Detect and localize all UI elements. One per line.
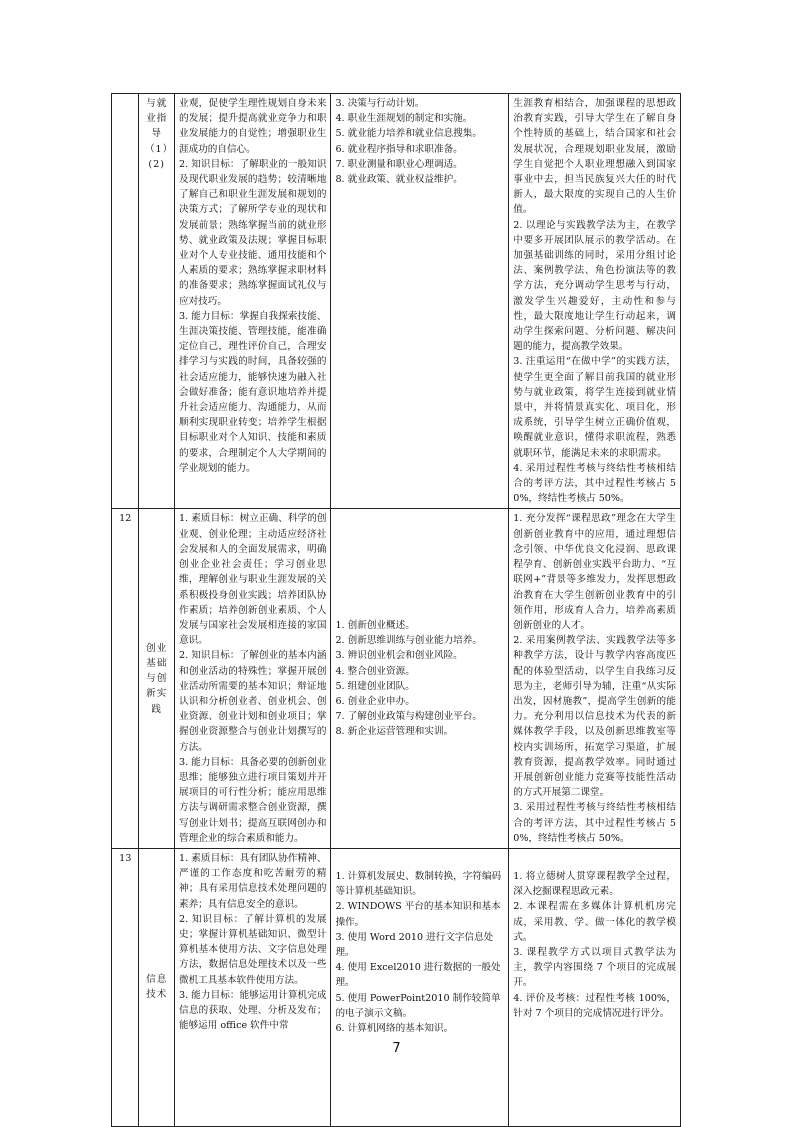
course-objectives — [174, 94, 330, 509]
content-item: 6. 就业程序指导和求职准备。 — [335, 143, 463, 155]
objective-line: 3. 能力目标：具备必要的创新创业思维；能够独立进行项目策划并开展项目的可行性分析；能应用思维方法与调研需求整合创业资源，撰写创业计划书；提高互联网创办和管理企业的综合素质和能力。 — [178, 756, 327, 844]
content-item: 3. 辨识创业机会和创业风险。 — [335, 650, 463, 662]
course-content — [331, 94, 509, 509]
objective-line: 业观，促使学生理性规划自身未来的发展；提升提高就业竞争力和职业发展能力的自觉性；增强职业生涯成功的自信心。 — [178, 98, 327, 155]
table-row — [112, 848, 681, 1126]
objective-line: 1. 素质目标：树立正确、科学的创业观、创业伦理；主动适应经济社会发展和人的全面发展需求，明确创业企业社会责任；学习创业思维，理解创业与职业生涯发展的关系积极投身创业实践；培养团队协作素质；培养创新创业素质、个人发展与国家社会发展相连接的家国意识。 — [178, 513, 327, 647]
method-line: 3. 采用过程性考核与终结性考核相结合的考评方法，其中过程性考核占 50%，终结性考核占 50%。 — [513, 802, 676, 844]
course-content — [331, 509, 509, 848]
content-item: 4. 职业生涯规划的制定和实施。 — [335, 113, 473, 125]
method-line: 1. 充分发挥“课程思政”理念在大学生创新创业教育中的应用，通过理想信念引领、中华优良文化浸润、思政课程孕育、创新创业实践平台助力、“互联网+”背景等多维发力，发挥思想政治教育在大学生创新创业教育中的引领作用，形成育人合力，培养高素质创新创业的人才。 — [513, 513, 676, 631]
page-number: 7 — [392, 1041, 401, 1056]
content-item: 5. 就业能力培养和就业信息搜集。 — [335, 128, 482, 140]
teaching-methods — [509, 509, 681, 848]
method-line: 2. 本课程需在多媒体计算机机房完成，采用教、学、做一体化的教学模式。 — [513, 901, 676, 943]
objective-line: 3. 能力目标：掌握自我探索技能、生涯决策技能、管理技能，能准确定位自己，理性评价自己，合理安排学习与实践的时间，具备较强的社会适应能力，能够快速为融入社会做好准备；能有意识地培养并提升社会适应能力、沟通能力，从而顺利实现职业转变；培养学生根据目标职业对个人知识、技能和素质的要求，合理制定个人大学期间的学业规划的能力。 — [178, 310, 327, 474]
method-line: 3. 注重运用“在做中学”的实践方法，使学生更全面了解目前我国的就业形势与就业政策，将学生连接到就业情景中，并将情景真实化、项目化，形成系统，引导学生树立正确价值观，唤醒就业意识，懂得求职流程，熟悉就职环节，能满足未来的求职需求。 — [513, 356, 676, 459]
content-item: 1. 创新创业概述。 — [335, 619, 415, 631]
content-item: 8. 就业政策、就业权益维护。 — [335, 174, 463, 186]
content-item: 2. 创新思维训练与创业能力培养。 — [335, 635, 482, 647]
method-line: 生涯教育相结合，加强课程的思想政治教育实践，引导大学生在了解自身个性特质的基础上，结合国家和社会发展状况，合理规划职业发展，激励学生自觉把个人职业理想融入到国家事业中去，担当民族复兴大任的时代新人，最大限度的实现自己的人生价值。 — [513, 98, 676, 216]
objective-line: 2. 知识目标：了解计算机的发展史；掌握计算机基础知识、微型计算机基本使用方法、文字信息处理方法，数据信息处理技术以及一些微机工具基本软件使用方法。 — [178, 913, 327, 986]
method-line: 4. 采用过程性考核与终结性考核相结合的考评方法，其中过程性考核占 50%，终结性考核占 50%。 — [513, 462, 676, 505]
row-number — [112, 94, 139, 509]
teaching-methods — [509, 94, 681, 509]
method-line: 1. 将立德树人贯穿课程教学全过程，深入挖掘课程思政元素。 — [513, 870, 676, 898]
objective-line: 1. 素质目标：具有团队协作精神、严谨的工作态度和吃苦耐劳的精神；具有采用信息技术处理问题的素养；具有信息安全的意识。 — [178, 852, 327, 910]
content-item: 6. 创业企业申办。 — [335, 695, 415, 707]
content-item: 5. 组建创业团队。 — [335, 680, 415, 692]
method-line: 2. 以理论与实践教学法为主，在教学中要多开展团队展示的教学活动。在加强基础训练的同时，采用分组讨论法、案例教学法、角色扮演法等的教学方法，充分调动学生思考与行动，激发学生兴趣爱好，主动性和参与性，最大限度地让学生行动起来，调动学生探索问题、分析问题、解决问题的能力，提高教学效果。 — [513, 219, 676, 353]
course-name: 与就业指导（1）(2) — [139, 94, 175, 509]
content-item: 3. 使用 Word 2010 进行文字信息处理。 — [335, 931, 494, 958]
course-objectives — [174, 848, 330, 1126]
row-number: 12 — [112, 509, 139, 848]
course-table — [111, 93, 681, 1127]
objective-line: 2. 知识目标：了解创业的基本内涵和创业活动的特殊性；掌握开展创业活动所需要的基本知识；辩证地认识和分析创业者、创业机会、创业资源、创业计划和创业项目；掌握创业资源整合与创业计划撰写的方法。 — [178, 650, 327, 753]
table-row — [112, 509, 681, 848]
content-item: 2. WINDOWS 平台的基本知识和基本操作。 — [335, 901, 501, 928]
content-item: 6. 计算机网络的基本知识。 — [335, 1022, 454, 1034]
method-line: 2. 采用案例教学法、实践教学法等多种教学方法，设计与教学内容高度匹配的体验型活动，以学生自我练习反思为主，老师引导为辅，注重“从实际出发，因材施教”，提高学生创新的能力。充分利用以信息技术为代表的新媒体教学手段，以及创新思维教室等校内实训场所，拓宽学习渠道，扩展教育资源，提高教学效率。同时通过开展创新创业能力竞赛等技能性活动的方式开展第二课堂。 — [513, 635, 676, 799]
content-item: 4. 使用 Excel2010 进行数据的一般处理。 — [335, 962, 501, 989]
teaching-methods — [509, 848, 681, 1126]
content-item: 5. 使用 PowerPoint2010 制作较简单的电子演示文稿。 — [335, 992, 501, 1019]
course-name: 创业基础与创新实践 — [139, 509, 175, 848]
table-row — [112, 94, 681, 509]
content-item: 7. 了解创业政策与构建创业平台。 — [335, 711, 482, 723]
row-number: 13 — [112, 848, 139, 1126]
content-item: 1. 计算机发展史、数制转换，字符编码等计算机基础知识。 — [335, 870, 502, 898]
objective-line: 3. 能力目标：能够运用计算机完成信息的获取、处理、分析及发布；能够运用 office 软件中常 — [178, 989, 327, 1032]
objective-line: 2. 知识目标：了解职业的一般知识及现代职业发展的趋势；较清晰地了解自己和职业生涯发展和规划的决策方式；了解所学专业的现状和发展前景；熟练掌握当前的就业形势、就业政策及法规；掌握目标职业对个人专业技能、通用技能和个人素质的要求；熟练掌握求职材料的准备要求；熟练掌握面试礼仪与应对技巧。 — [178, 158, 327, 307]
method-line: 3. 课程教学方式以项目式教学法为主，教学内容围绕 7 个项目的完成展开。 — [513, 946, 676, 989]
course-objectives — [174, 509, 330, 848]
course-content — [331, 848, 509, 1126]
method-line: 4. 评价及考核：过程性考核 100%，针对 7 个项目的完成情况进行评分。 — [513, 992, 676, 1019]
content-item: 3. 决策与行动计划。 — [335, 98, 425, 109]
content-item: 8. 新企业运营管理和实训。 — [335, 726, 454, 738]
content-item: 7. 职业测量和职业心理调适。 — [335, 158, 463, 170]
course-name: 信息技术 — [139, 848, 175, 1126]
content-item: 4. 整合创业资源。 — [335, 665, 415, 677]
